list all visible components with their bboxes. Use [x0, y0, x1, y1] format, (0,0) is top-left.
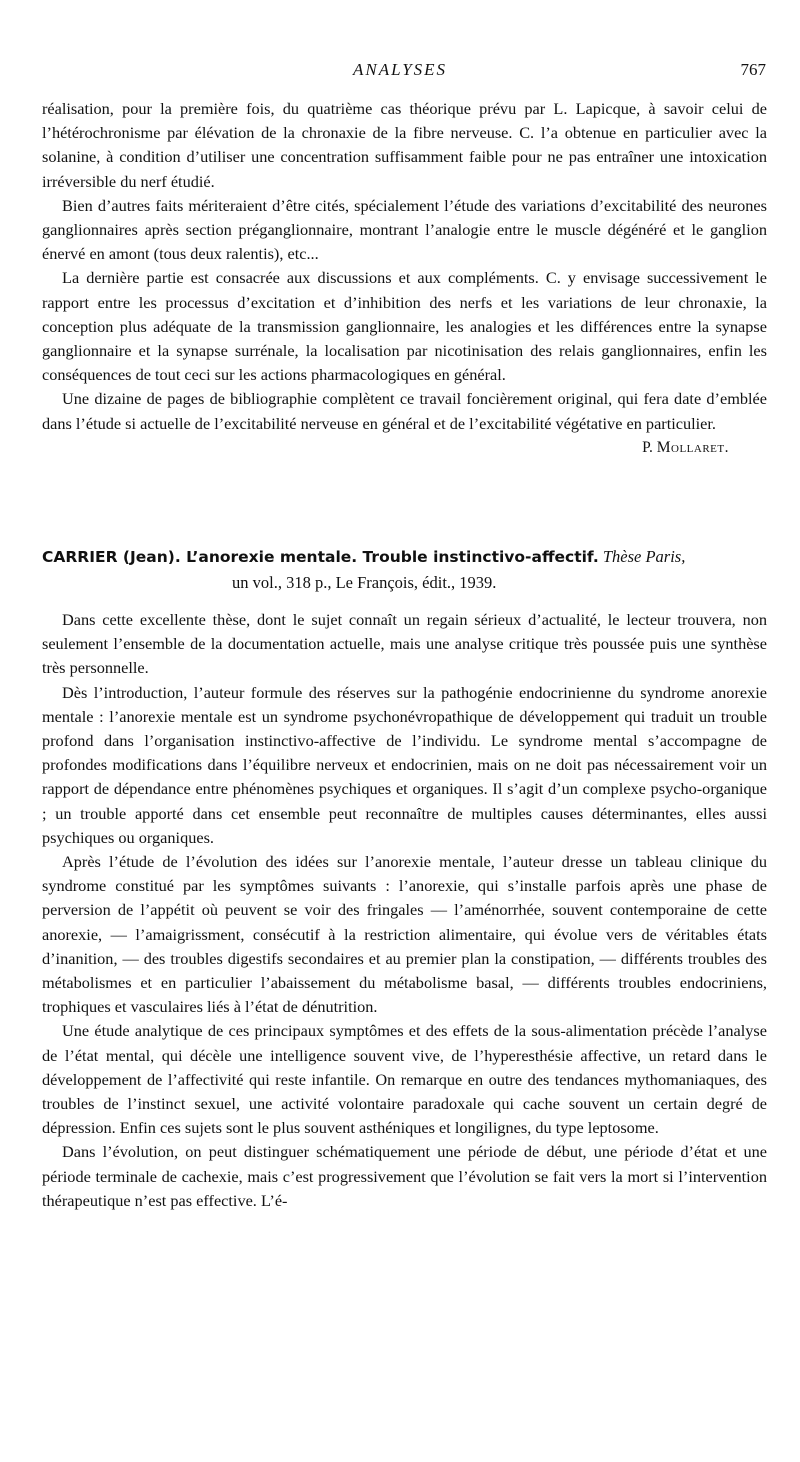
review-body — [42, 608, 767, 1213]
entry-author-title: CARRIER (Jean). L’anorexie mentale. Trouble instinctivo-affectif. — [42, 548, 599, 566]
paragraph: Une étude analytique de ces principaux symptômes et des effets de la sous-alimentation précède l’analyse de l’état mental, qui décèle une intelligence souvent vive, de l’hyperesthésie affective, un retard dans le développement de l’affectivité qui reste infantile. On remarque en outre des tendances mythomaniaques, des troubles de l’instinct sexuel, une activité volontaire paradoxale qui cache souvent un certain degré de dépression. Enfin ces sujets sont le plus souvent asthéniques et longilignes, du type leptosome. — [42, 1021, 767, 1138]
paragraph: réalisation, pour la première fois, du quatrième cas théorique prévu par L. Lapicque, à savoir celui de l’hétérochronisme par élévation de la chronaxie de la fibre nerveuse. C. l’a obtenue en particulier avec la solanine, à condition d’utiliser une concentration suffisamment faible pour ne pas entraîner une intoxication irréversible du nerf étudié. — [42, 99, 767, 191]
entry-thesis: Thèse Paris, — [602, 547, 686, 566]
page-number: 767 — [740, 60, 766, 79]
paragraph: Dans cette excellente thèse, dont le sujet connaît un regain sérieux d’actualité, le lecteur trouvera, non seulement l’ensemble de la documentation actuelle, mais une analyse critique très poussée puis une synthèse très personnelle. — [42, 610, 767, 678]
paragraph: Une dizaine de pages de bibliographie complètent ce travail foncièrement original, qui fera date d’emblée dans l’étude si actuelle de l’excitabilité nerveuse en général et de l’excitabilité végétative en particulier. — [42, 389, 767, 433]
paragraph: Après l’étude de l’évolution des idées sur l’anorexie mentale, l’auteur dresse un tableau clinique du syndrome constitué par les symptômes suivants : l’anorexie, qui s’installe parfois après une phase de perversion de l’appétit où peuvent se voir des fringales — l’aménorrhée, souvent contemporaine de cette anorexie, — l’amaigrissment, consécutif à la restriction alimentaire, qui évolue vers de véritables états d’inanition, — des troubles digestifs secondaires et au premier plan la constipation, — différents troubles des métabolismes et en particulier l’abaissement du métabolisme basal, — différents troubles endocriniens, trophiques et vasculaires liés à l’état de dénutrition. — [42, 852, 767, 1017]
signature-name: Mollaret. — [656, 438, 729, 456]
review-continuation — [42, 97, 767, 460]
paragraph: Dans l’évolution, on peut distinguer schématiquement une période de début, une période d’état et une période terminale de cachexie, mais c’est progressivement que l’évolution se fait vers la mort si l’intervention thérapeutique n’est pas effective. L’é- — [42, 1142, 767, 1210]
paragraph: Bien d’autres faits mériteraient d’être cités, spécialement l’étude des variations d’excitabilité des neurones ganglionnaires après section préganglionnaire, montrant l’analogie entre le muscle dégénéré et le ganglion énervé en amont (tous deux ralentis), etc... — [42, 195, 767, 264]
bibliographic-entry — [42, 544, 767, 595]
paragraph: La dernière partie est consacrée aux discussions et aux compléments. C. y envisage successivement le rapport entre les processus d’excitation et d’inhibition des nerfs et les variations de leur chronaxie, la conception plus adéquate de la transmission ganglionnaire, les analogies et les différences entre la synapse ganglionnaire et la synapse surrénale, la localisation par nicotinisation des relais ganglionnaires, enfin les conséquences de tout ceci sur les actions pharmacologiques en général. — [42, 268, 767, 385]
paragraph: Dès l’introduction, l’auteur formule des réserves sur la pathogénie endocrinienne du syndrome anorexie mentale : l’anorexie mentale est un syndrome psychonévropathique de développement qui traduit un trouble profond dans l’organisation instinctivo-affective de l’individu. Le syndrome mental s’accompagne de profondes modifications dans l’équilibre nerveux et endocrinien, mais on ne doit pas nécessairement voir un rapport de dépendance entre phénomènes psychiques et organiques. Il s’agit d’un complexe psycho-organique ; un trouble apporté dans cet ensemble peut reconnaître de multiples causes déterminantes, elles aussi psychiques ou organiques. — [42, 682, 767, 847]
page-header — [0, 60, 800, 86]
reviewer-signature — [42, 436, 767, 460]
entry-publication: un vol., 318 p., Le François, édit., 1939. — [232, 573, 497, 592]
signature-initial: P. — [642, 438, 657, 456]
running-title: ANALYSES — [352, 60, 448, 79]
